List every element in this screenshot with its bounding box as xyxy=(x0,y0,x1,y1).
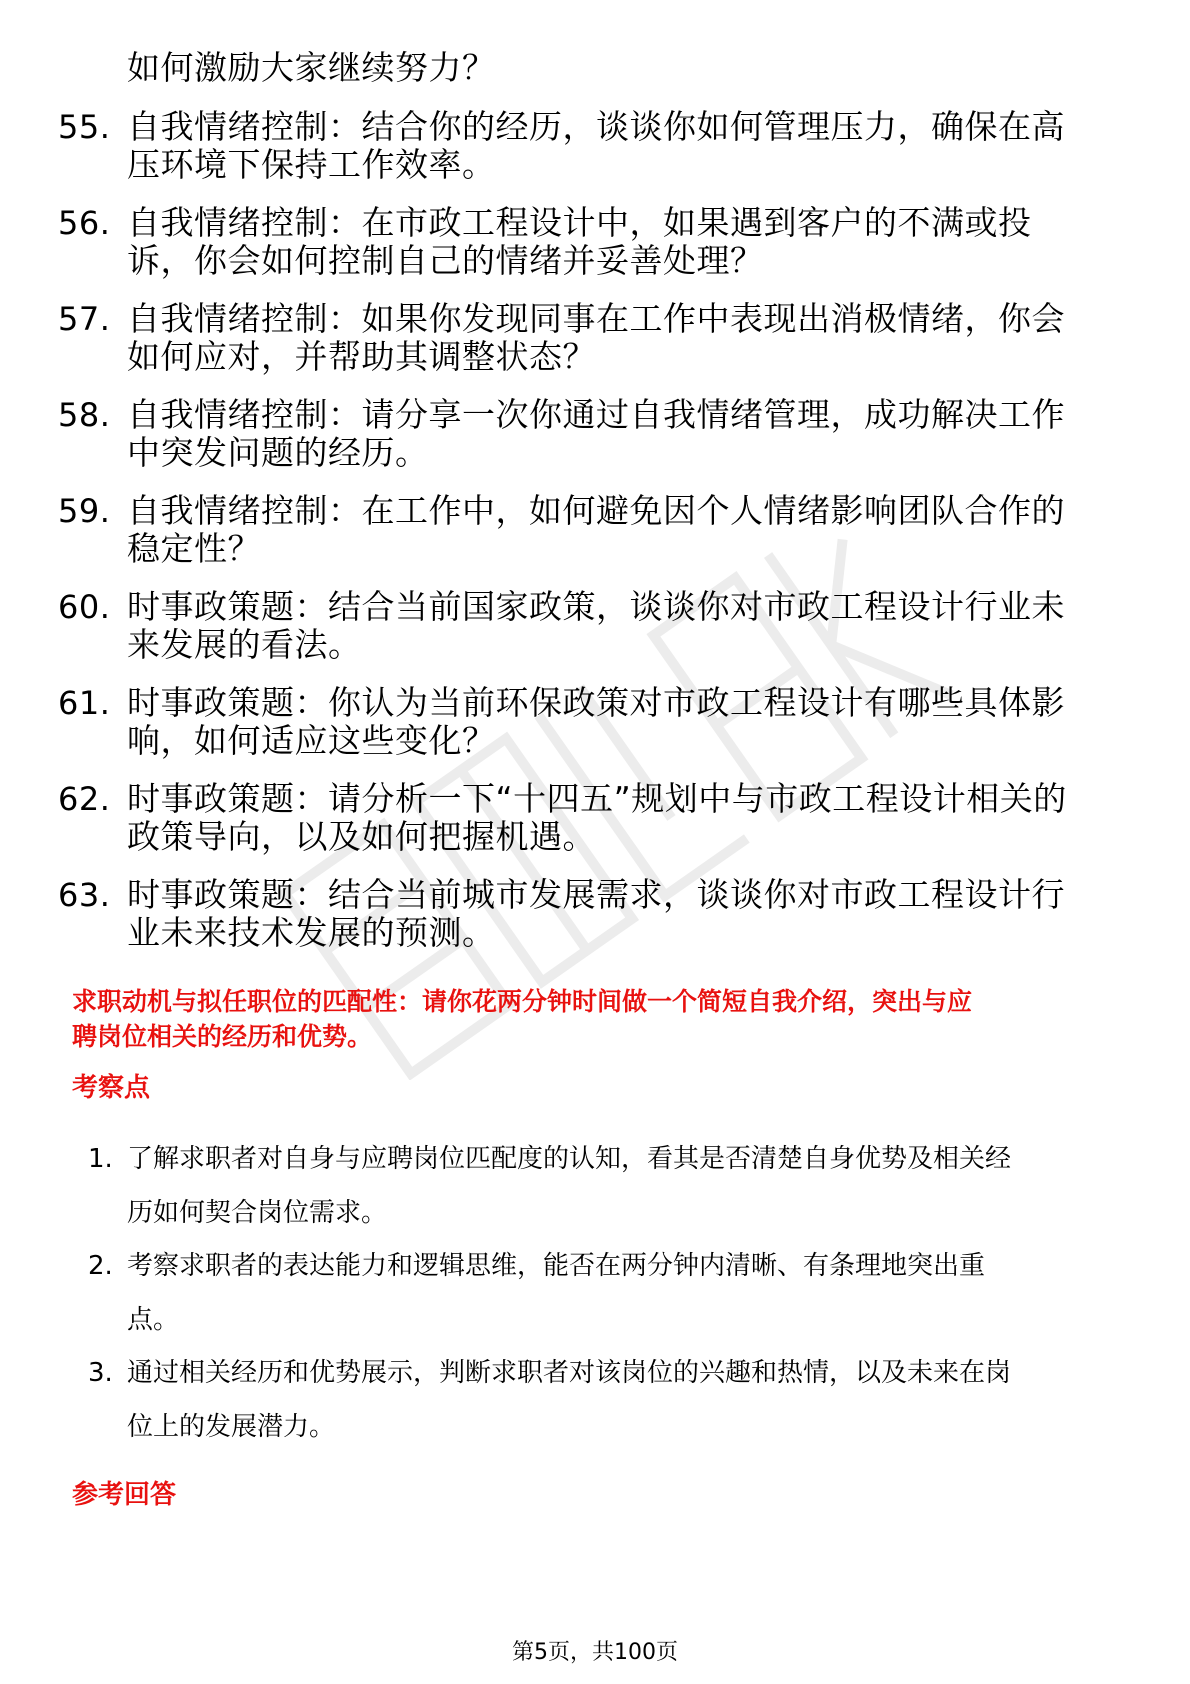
point-text-line: 历如何契合岗位需求。 xyxy=(127,1198,388,1228)
question-text-line: 如何应对，并帮助其调整状态？ xyxy=(127,337,596,376)
question-text-line: 时事政策题：结合当前城市发展需求，谈谈你对市政工程设计行 xyxy=(127,875,1065,914)
question-number: 61. xyxy=(58,684,111,722)
page-number: 第5页，共100页 xyxy=(512,1640,678,1665)
question-text-line: 响，如何适应这些变化？ xyxy=(127,721,496,760)
point-text-line: 考察求职者的表达能力和逻辑思维，能否在两分钟内清晰、有条理地突出重 xyxy=(127,1251,986,1281)
point-text-line: 通过相关经历和优势展示，判断求职者对该岗位的兴趣和热情，以及未来在岗 xyxy=(127,1358,1012,1388)
question-text-line: 时事政策题：请分析一下“十四五”规划中与市政工程设计相关的 xyxy=(127,779,1067,818)
question-text-line: 中突发问题的经历。 xyxy=(127,433,429,472)
question-text-line: 稳定性？ xyxy=(127,529,261,568)
question-text-line: 诉，你会如何控制自己的情绪并妥善处理？ xyxy=(127,241,764,280)
question-text-line: 自我情绪控制：在市政工程设计中，如果遇到客户的不满或投 xyxy=(127,203,1032,242)
question-text-line: 政策导向，以及如何把握机遇。 xyxy=(127,817,596,856)
point-number: 2. xyxy=(88,1251,113,1281)
point-text-line: 了解求职者对自身与应聘岗位匹配度的认知，看其是否清楚自身优势及相关经 xyxy=(127,1144,1012,1174)
question-text-line: 业未来技术发展的预测。 xyxy=(127,913,496,952)
assessment-heading: 考察点 xyxy=(72,1073,151,1103)
question-number: 58. xyxy=(58,396,111,434)
question-text-line: 如何激励大家继续努力？ xyxy=(127,48,496,87)
section-title: 求职动机与拟任职位的匹配性：请你花两分钟时间做一个简短自我介绍，突出与应 xyxy=(72,987,973,1016)
question-number: 60. xyxy=(58,588,111,626)
point-text-line: 点。 xyxy=(127,1305,180,1335)
question-number: 63. xyxy=(58,876,111,914)
question-text-line: 来发展的看法。 xyxy=(127,625,362,664)
question-text-line: 自我情绪控制：如果你发现同事在工作中表现出消极情绪，你会 xyxy=(127,299,1065,338)
question-text-line: 自我情绪控制：结合你的经历，谈谈你如何管理压力，确保在高 xyxy=(127,107,1065,146)
question-text-line: 时事政策题：结合当前国家政策，谈谈你对市政工程设计行业未 xyxy=(127,587,1065,626)
question-number: 56. xyxy=(58,204,111,242)
question-text-line: 自我情绪控制：在工作中，如何避免因个人情绪影响团队合作的 xyxy=(127,491,1065,530)
question-number: 57. xyxy=(58,300,111,338)
reference-answer-heading: 参考回答 xyxy=(72,1480,177,1510)
question-number: 62. xyxy=(58,780,111,818)
point-number: 3. xyxy=(88,1358,113,1388)
question-text-line: 压环境下保持工作效率。 xyxy=(127,145,496,184)
point-number: 1. xyxy=(88,1144,113,1174)
question-number: 55. xyxy=(58,108,111,146)
question-text-line: 自我情绪控制：请分享一次你通过自我情绪管理，成功解决工作 xyxy=(127,395,1065,434)
section-title-cont: 聘岗位相关的经历和优势。 xyxy=(72,1022,373,1051)
question-text-line: 时事政策题：你认为当前环保政策对市政工程设计有哪些具体影 xyxy=(127,683,1065,722)
point-text-line: 位上的发展潜力。 xyxy=(127,1412,336,1442)
question-number: 59. xyxy=(58,492,111,530)
